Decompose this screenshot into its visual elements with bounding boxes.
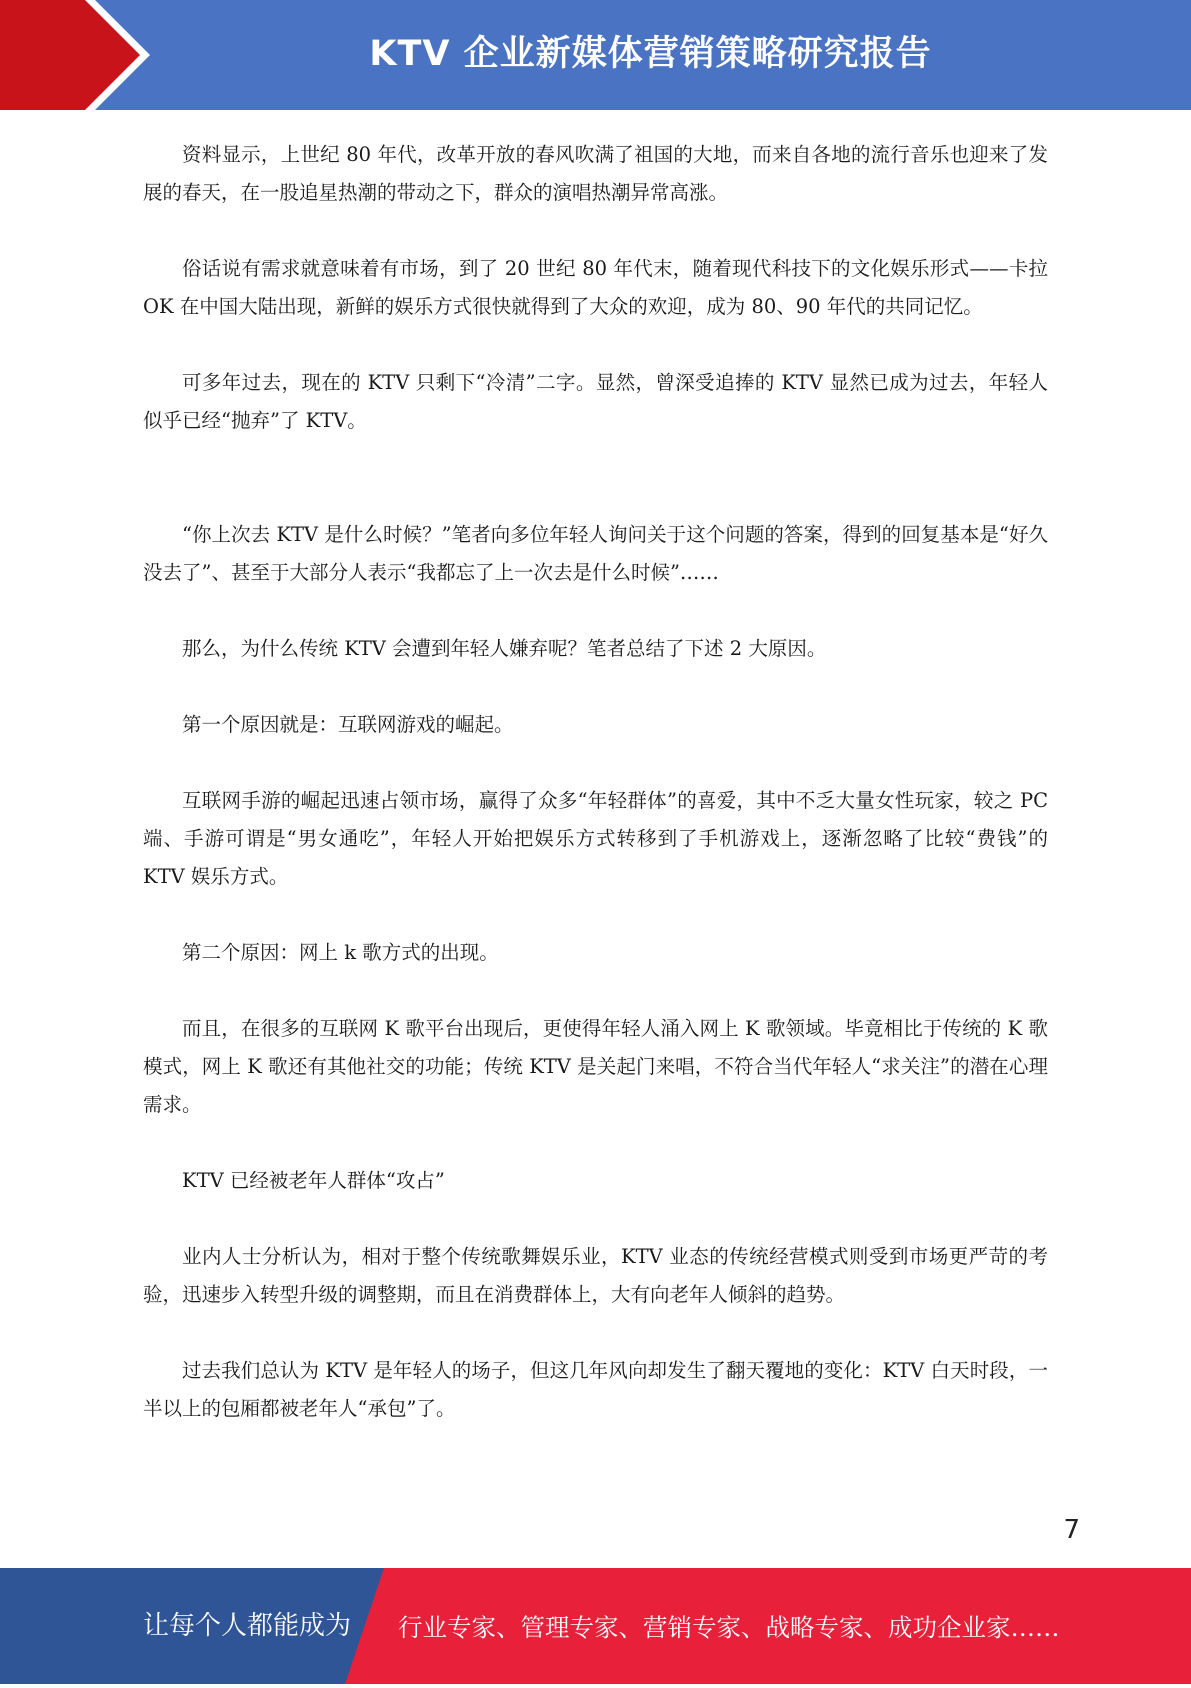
paragraph-8: 第二个原因：网上 k 歌方式的出现。 bbox=[182, 941, 499, 964]
paragraph-10: 业内人士分析认为，相对于整个传统歌舞娱乐业，KTV 业态的传统经营模式则受到市场更严苛的考验，迅速步入转型升级的调整期，而且在消费群体上，大有向老年人倾斜的趋势。 bbox=[143, 1245, 1048, 1306]
paragraph-3: 可多年过去，现在的 KTV 只剩下“冷清”二字。显然，曾深受追捧的 KTV 显然已成为过去，年轻人似乎已经“抛弃”了 KTV。 bbox=[143, 371, 1048, 432]
paragraph-1: 资料显示，上世纪 80 年代，改革开放的春风吹满了祖国的大地，而来自各地的流行音乐也迎来了发展的春天，在一股追星热潮的带动之下，群众的演唱热潮异常高涨。 bbox=[143, 143, 1048, 204]
page-header bbox=[0, 0, 1191, 110]
paragraph-9: 而且，在很多的互联网 K 歌平台出现后，更使得年轻人涌入网上 K 歌领域。毕竟相比于传统的 K 歌模式，网上 K 歌还有其他社交的功能；传统 KTV 是关起门来唱，不符合当代年轻人“求关注”的潜在心理需求。 bbox=[143, 1017, 1048, 1116]
page-number: 7 bbox=[1063, 1515, 1080, 1545]
paragraph-6: 第一个原因就是：互联网游戏的崛起。 bbox=[182, 713, 514, 736]
footer-slogan-right: 行业专家、管理专家、营销专家、战略专家、成功企业家…… bbox=[398, 1613, 1060, 1642]
document-title: KTV 企业新媒体营销策略研究报告 bbox=[369, 34, 932, 74]
paragraph-2: 俗话说有需求就意味着有市场，到了 20 世纪 80 年代末，随着现代科技下的文化娱乐形式——卡拉 OK 在中国大陆出现，新鲜的娱乐方式很快就得到了大众的欢迎，成为 80、90 年代的共同记忆。 bbox=[143, 257, 1048, 318]
paragraph-4: “你上次去 KTV 是什么时候？”笔者向多位年轻人询问关于这个问题的答案，得到的回复基本是“好久没去了”、甚至于大部分人表示“我都忘了上一次去是什么时候”…… bbox=[143, 523, 1048, 584]
header-arrow-red bbox=[0, 0, 140, 110]
paragraph-7: 互联网手游的崛起迅速占领市场，赢得了众多“年轻群体”的喜爱，其中不乏大量女性玩家，较之 PC 端、手游可谓是“男女通吃”，年轻人开始把娱乐方式转移到了手机游戏上，逐渐忽略了比较“费钱”的 KTV 娱乐方式。 bbox=[143, 789, 1048, 888]
paragraph-11: 过去我们总认为 KTV 是年轻人的场子，但这几年风向却发生了翻天覆地的变化：KTV 白天时段，一半以上的包厢都被老年人“承包”了。 bbox=[143, 1359, 1048, 1420]
footer-slogan-left: 让每个人都能成为 bbox=[143, 1611, 352, 1641]
paragraph-5: 那么，为什么传统 KTV 会遭到年轻人嫌弃呢？笔者总结了下述 2 大原因。 bbox=[182, 637, 827, 660]
page-footer bbox=[0, 1568, 1191, 1684]
subheading-elderly: KTV 已经被老年人群体“攻占” bbox=[182, 1169, 445, 1192]
body-content bbox=[143, 136, 1048, 1428]
